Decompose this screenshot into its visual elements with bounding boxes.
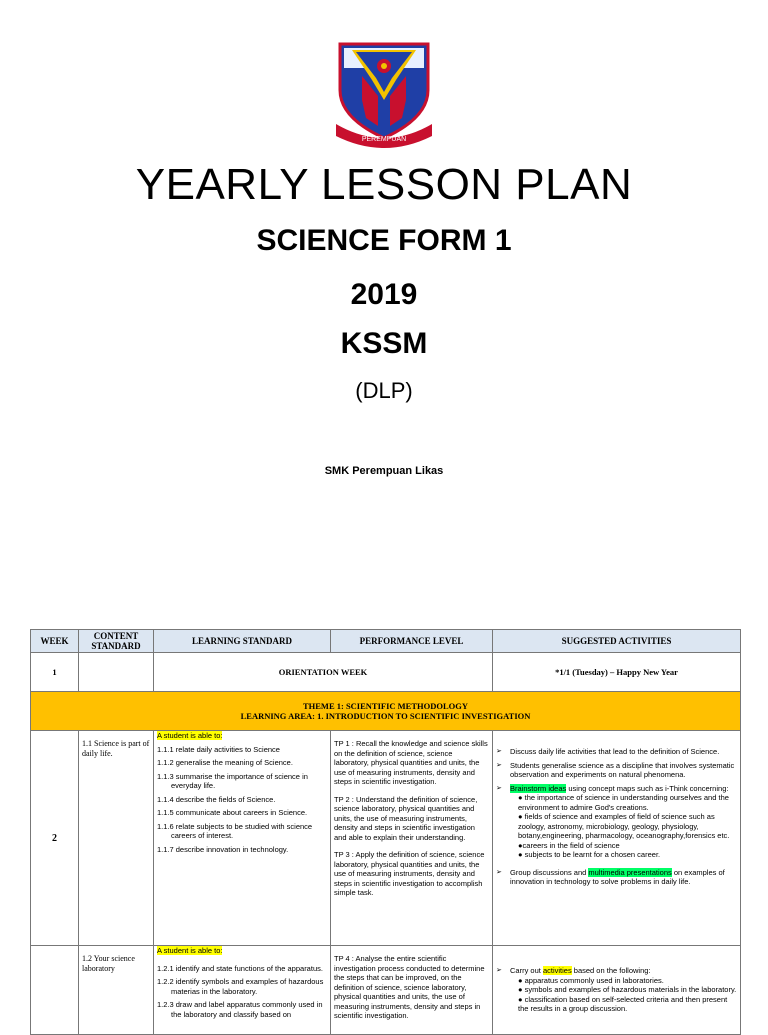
content-standard-cell: 1.2 Your science laboratory: [79, 946, 154, 1035]
learning-standard-cell: [154, 731, 331, 946]
theme-title: THEME 1: SCIENTIFIC METHODOLOGY: [302, 701, 469, 711]
performance-level-item: TP 3 : Apply the definition of science, science laboratory, physical quantities and units, the use of measuring instruments, density and steps in scientific investigation to accomplish simple task.: [334, 850, 485, 897]
theme-banner: [31, 692, 741, 731]
lesson-plan-table: [30, 629, 741, 1035]
activity-subitem: ● fields of science and examples of field of science such as zoology, astronomy, microbiology, geology, physiology, botany,engineering, pharmacology, oceanography,forensics etc.: [518, 812, 730, 840]
school-name: SMK Perempuan Likas: [324, 465, 444, 477]
learning-standard-item: 1.1.5 communicate about careers in Science.: [157, 808, 308, 817]
column-header-content-standard: CONTENT STANDARD: [79, 630, 154, 653]
learning-standard-item: 1.2.3 draw and label apparatus commonly used in the laboratory and classify based on: [157, 1000, 323, 1019]
activity-text: based on the following:: [571, 966, 651, 975]
activity-text: Carry out: [510, 966, 543, 975]
performance-level-item: TP 2 : Understand the definition of science, science laboratory, physical quantities and units, the use of measuring instruments, density and steps in scientific investigation and able to explain their understanding.: [334, 794, 478, 842]
crest-banner-text: PEREMPUAN: [361, 136, 407, 143]
performance-level-cell: [331, 731, 493, 946]
performance-level-item: TP 1 : Recall the knowledge and science skills on the definition of science, science laboratory, physical quantities and units, the use of measuring instruments, density and steps in scientific investigation.: [334, 739, 488, 786]
learning-standard-item: 1.1.7 describe innovation in technology.: [157, 844, 289, 854]
activity-highlight: multimedia presentations: [588, 867, 672, 877]
activity-text: using concept maps such as i-Think concerning:: [566, 783, 729, 793]
learning-standard-item: 1.1.1 relate daily activities to Science: [157, 744, 280, 754]
school-crest-logo: [332, 40, 436, 148]
learning-standard-item: 1.1.6 relate subjects to be studied with science careers of interest.: [157, 821, 313, 840]
document-title: YEARLY LESSON PLAN: [135, 160, 633, 209]
programme-label: (DLP): [355, 378, 413, 403]
suggested-activities-cell: [493, 731, 741, 946]
activity-item: ➢ Students generalise science as a discipline that involves systematic observation and experiments on natural phenomena.: [496, 761, 737, 780]
learning-standard-item: 1.2.1 identify and state functions of the apparatus.: [157, 963, 323, 973]
activity-text: Group discussions and: [510, 867, 589, 877]
year-label: 2019: [350, 278, 418, 311]
learning-standard-cell: [154, 946, 331, 1035]
activity-text: on examples of innovation in technology to solve problems in daily life.: [510, 867, 725, 886]
activity-item: [496, 784, 737, 794]
orientation-label: ORIENTATION WEEK: [154, 653, 493, 692]
learning-standard-intro: A student is able to:: [157, 731, 223, 740]
learning-standard-item: 1.1.3 summarise the importance of science in everyday life.: [157, 771, 308, 790]
activity-item: [496, 966, 737, 976]
curriculum-label: KSSM: [340, 327, 428, 360]
column-header-week: WEEK: [31, 630, 79, 653]
subject-title: SCIENCE FORM 1: [256, 224, 512, 257]
performance-level-item: TP 4 : Analyse the entire scientific investigation process conducted to determine the steps that can be improved, on the definition of science, science laboratory, physical quantities and units, the use of measuring instruments, density and steps in scientific investigation.: [334, 954, 485, 1020]
performance-level-cell: [331, 946, 493, 1035]
learning-standard-item: 1.1.4 describe the fields of Science.: [157, 794, 276, 804]
week-number: [31, 946, 79, 1035]
column-header-performance-level: PERFORMANCE LEVEL: [331, 630, 493, 653]
table-header-row: [31, 630, 741, 653]
activity-subitem: ● subjects to be learnt for a chosen career.: [518, 850, 661, 859]
table-row-week-3: [31, 946, 741, 1035]
learning-standard-intro: A student is able to:: [157, 946, 223, 955]
activity-subitem: ● classification based on self-selected criteria and then present the results in a group discussion.: [518, 994, 728, 1013]
activity-subitem: ● the importance of science in understanding ourselves and the environment to admire God's creations.: [518, 793, 729, 812]
table-row-theme: [31, 692, 741, 731]
activity-item: ➢ Discuss daily life activities that lead to the definition of Science.: [496, 747, 737, 757]
activity-subitem: ●careers in the field of science: [518, 840, 620, 850]
content-standard-cell: [79, 653, 154, 692]
learning-standard-item: 1.2.2 identify symbols and examples of hazardous materias in the laboratory.: [157, 977, 324, 996]
activity-subitem: ● apparatus commonly used in laboratories.: [518, 975, 664, 985]
orientation-note: *1/1 (Tuesday) – Happy New Year: [493, 653, 741, 692]
column-header-suggested-activities: SUGGESTED ACTIVITIES: [493, 630, 741, 653]
activity-highlight: activities: [542, 966, 572, 975]
table-row-week-2: [31, 731, 741, 946]
column-header-learning-standard: LEARNING STANDARD: [154, 630, 331, 653]
activity-subitem: ● symbols and examples of hazardous materials in the laboratory.: [518, 985, 737, 994]
learning-area-title: LEARNING AREA: 1. INTRODUCTION TO SCIENTIFIC INVESTIGATION: [240, 711, 531, 721]
week-number: 2: [31, 731, 79, 946]
week-number: 1: [31, 653, 79, 692]
table-row-orientation: [31, 653, 741, 692]
activity-highlight: Brainstorm ideas: [510, 783, 567, 793]
content-standard-cell: 1.1 Science is part of daily life.: [79, 731, 154, 946]
suggested-activities-cell: [493, 946, 741, 1035]
learning-standard-item: 1.1.2 generalise the meaning of Science.: [157, 758, 293, 767]
activity-item: [496, 868, 737, 887]
